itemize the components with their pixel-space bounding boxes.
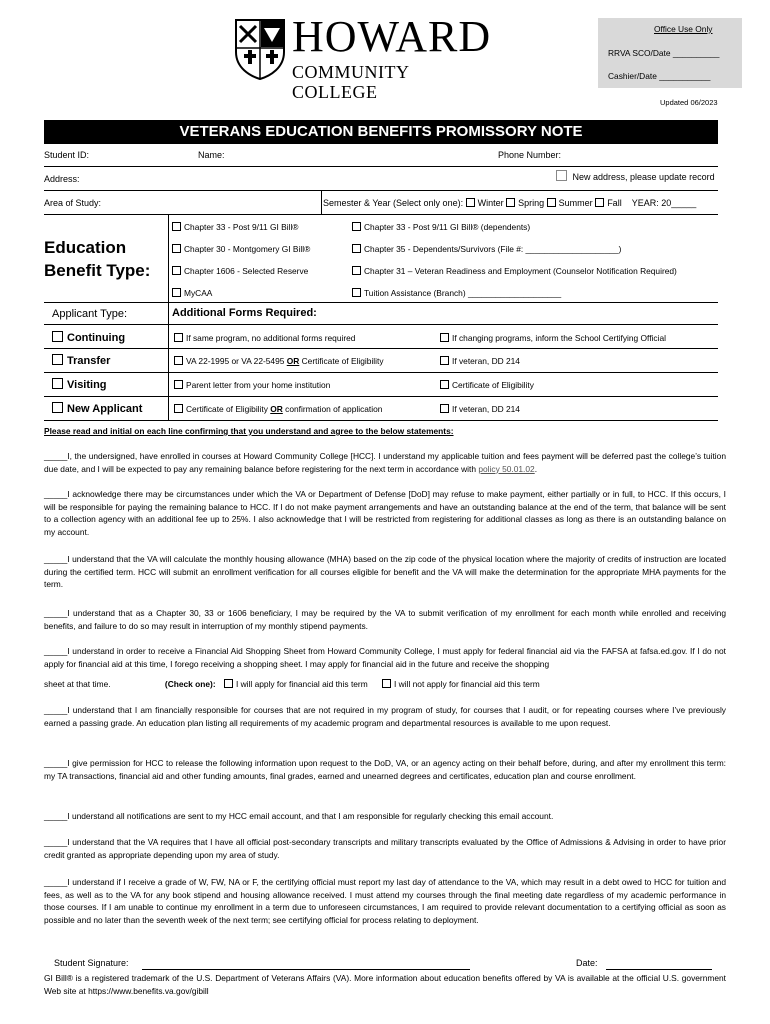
new-a-text: Certificate of Eligibility OR confirmation of application xyxy=(186,404,383,414)
policy-link[interactable]: policy 50.01.02 xyxy=(478,463,535,474)
office-cashier: Cashier/Date ___________ xyxy=(608,71,711,81)
statement-6: _____I understand that I am financially responsible for courses that are not required in my program of study, for courses that I audit, or for repeating courses where I’ve previously earned a passing grade. An education plan listing all requirements of my academic program and departmental resources is available to me upon request. xyxy=(44,705,726,728)
office-use-title: Office Use Only xyxy=(654,24,713,34)
ch30-checkbox[interactable] xyxy=(172,244,181,253)
signature-line[interactable] xyxy=(142,969,470,970)
continuing-checkbox[interactable] xyxy=(52,331,63,342)
ch33-dep-checkbox[interactable] xyxy=(352,222,361,231)
ch35-checkbox[interactable] xyxy=(352,244,361,253)
statement-10: _____I understand if I receive a grade of W, FW, NA or F, the certifying official must report my last day of attendance to the VA, which may result in a debt owed to HCC for tuition and fees, as well as to the VA for any book stipend and housing allowance received. I must attend my courses through the final meeting date regardless of my academic performance in those courses. If I am unable to continue my enrollment in a term due to unforeseen circumstances, I am required to provide relevant documentation to a certifying official as soon as possible and no later than the seventh week of the next term; see certifying official for process relating to deployment. xyxy=(44,877,726,925)
benefit-ch30[interactable]: Chapter 30 - Montgomery GI Bill® xyxy=(172,244,310,255)
applicant-transfer[interactable]: Transfer xyxy=(52,354,110,367)
ch31-checkbox[interactable] xyxy=(352,266,361,275)
ch33-checkbox[interactable] xyxy=(172,222,181,231)
apply-aid-label: I will apply for financial aid this term xyxy=(235,679,368,689)
signature-label: Student Signature: xyxy=(54,958,129,968)
applicant-continuing[interactable]: Continuing xyxy=(52,331,125,344)
year-field: YEAR: 20_____ xyxy=(631,198,697,208)
phone-label: Phone Number: xyxy=(498,150,562,160)
statement-2: _____I acknowledge there may be circumstances under which the VA or Department of Defense [DoD] may refuse to make payment, either partially or in full, to HCC. If this occurs, I will be responsible for paying the remaining balance to HCC. If I do not make payment arrangements and have an outstanding balance at the end of the term, that balance will be sent to a collection agency with an additional fee up to 25%. I also acknowledge that I will be restricted from registering for additional classes as long as there is an outstanding balance on my account. xyxy=(44,489,726,537)
spring-checkbox[interactable] xyxy=(506,198,515,207)
brand-subtitle: COMMUNITY COLLEGE xyxy=(292,62,409,102)
new-a-box xyxy=(174,404,183,413)
visit-a-box xyxy=(174,380,183,389)
benefit-ta[interactable]: Tuition Assistance (Branch) ____________________ xyxy=(352,288,561,299)
cont-b-text: If changing programs, inform the School Certifying Official xyxy=(452,333,666,343)
no-aid-checkbox[interactable] xyxy=(382,679,391,688)
office-rrva: RRVA SCO/Date __________ xyxy=(608,48,720,58)
date-label: Date: xyxy=(576,958,598,968)
cont-a-box xyxy=(174,333,183,342)
applicant-type-heading: Applicant Type: xyxy=(52,308,128,320)
instructions: Please read and initial on each line confirming that you understand and agree to the below statements: xyxy=(44,426,454,436)
statement-5-options: sheet at that time. (Check one): I will apply for financial aid this term I will not apply for financial aid this term xyxy=(44,679,540,689)
semester-year-field: Semester & Year (Select only one): Winter Spring Summer Fall YEAR: 20_____ xyxy=(323,198,697,208)
benefit-mycaa[interactable]: MyCAA xyxy=(172,288,212,299)
new-address-checkbox[interactable] xyxy=(556,170,567,181)
office-use-box xyxy=(598,18,742,88)
summer-checkbox[interactable] xyxy=(547,198,556,207)
winter-checkbox[interactable] xyxy=(466,198,475,207)
updated-date: Updated 06/2023 xyxy=(660,98,718,107)
brand-name: HOWARD xyxy=(292,12,492,61)
semester-label: Semester & Year (Select only one): xyxy=(323,198,464,208)
statement-5: _____I understand in order to receive a Financial Aid Shopping Sheet from Howard Community College, I must apply for federal financial aid via the FAFSA at fafsa.ed.gov. If I do not apply for financial aid at this time, I forego receiving a shopping sheet. I may apply for financial aid in the future and receive the shopping xyxy=(44,646,726,669)
mycaa-checkbox[interactable] xyxy=(172,288,181,297)
new-b-box xyxy=(440,404,449,413)
cont-b-box xyxy=(440,333,449,342)
address-label: Address: xyxy=(44,174,80,184)
name-label: Name: xyxy=(198,150,225,160)
ch1606-checkbox[interactable] xyxy=(172,266,181,275)
visit-b-box xyxy=(440,380,449,389)
footer-note: GI Bill® is a registered trademark of the U.S. Department of Veterans Affairs (VA). More information about education benefits offered by VA is available at the official U.S. government Web site at https://www.benefits.va.gov/gibill xyxy=(44,973,726,996)
benefit-ch33-dependents[interactable]: Chapter 33 - Post 9/11 GI Bill® (dependents) xyxy=(352,222,530,233)
date-line[interactable] xyxy=(606,969,712,970)
new-address-option[interactable]: New address, please update record xyxy=(556,170,715,183)
shield-icon xyxy=(234,18,286,80)
visit-a-text: Parent letter from your home institution xyxy=(186,380,331,390)
transfer-checkbox[interactable] xyxy=(52,354,63,365)
form-title: VETERANS EDUCATION BENEFITS PROMISSORY NOTE xyxy=(44,120,718,144)
statement-1: _____I, the undersigned, have enrolled in courses at Howard Community College [HCC]. I understand my applicable tuition and fees payment will be deferred past the college’s tuition due date, and I will be expected to pay any remaining balance before registering for the next term in accordance with policy 50.01.02. xyxy=(44,451,726,474)
statement-4: _____I understand that as a Chapter 30, 33 or 1606 beneficiary, I may be required by the VA to submit verification of my enrollment for each month while enrolled and receiving benefits, and failure to do so may result in interruption of my monthly stipend payments. xyxy=(44,608,726,631)
cont-a-text: If same program, no additional forms required xyxy=(186,333,356,343)
statement-7: _____I give permission for HCC to release the following information upon request to the DoD, VA, or an agency acting on their behalf before, during, and after my enrollment this term: my TA transactions, financial aid and other funding amounts, final grades, earned and unearned degrees and certificates, education plan and course enrollment. xyxy=(44,758,726,781)
statement-3: _____I understand that the VA will calculate the monthly housing allowance (MHA) based on the zip code of the physical location where the majority of credits of instruction are located during the certified term. HCC will submit an enrollment verification for all courses eligible for benefit and the VA will make the determination for the appropriate MHA payments for the term. xyxy=(44,554,726,589)
applicant-visiting[interactable]: Visiting xyxy=(52,378,107,391)
benefit-heading: Education Benefit Type: xyxy=(44,238,151,280)
benefit-ch33[interactable]: Chapter 33 - Post 9/11 GI Bill® xyxy=(172,222,298,233)
trans-b-box xyxy=(440,356,449,365)
ta-checkbox[interactable] xyxy=(352,288,361,297)
apply-aid-checkbox[interactable] xyxy=(224,679,233,688)
benefit-ch1606[interactable]: Chapter 1606 - Selected Reserve xyxy=(172,266,308,277)
benefit-ch31[interactable]: Chapter 31 – Veteran Readiness and Employment (Counselor Notification Required) xyxy=(352,266,677,277)
statement-9: _____I understand that the VA requires that I have all official post-secondary transcripts and military transcripts evaluated by the Office of Admissions & Advising in order to have prior credit granted as appropriate depending upon my area of study. xyxy=(44,837,726,860)
new-applicant-checkbox[interactable] xyxy=(52,402,63,413)
visit-b-text: Certificate of Eligibility xyxy=(452,380,534,390)
area-of-study-label: Area of Study: xyxy=(44,198,102,208)
college-logo xyxy=(234,12,492,102)
trans-b-text: If veteran, DD 214 xyxy=(452,356,520,366)
additional-forms-heading: Additional Forms Required: xyxy=(172,307,317,319)
new-b-text: If veteran, DD 214 xyxy=(452,404,520,414)
benefit-ch35[interactable]: Chapter 35 - Dependents/Survivors (File #: ____________________) xyxy=(352,244,621,255)
student-id-label: Student ID: xyxy=(44,150,90,160)
applicant-new[interactable]: New Applicant xyxy=(52,402,142,415)
statement-8: _____I understand all notifications are sent to my HCC email account, and that I am responsible for regularly checking this email account. xyxy=(44,811,554,821)
trans-a-box xyxy=(174,356,183,365)
visiting-checkbox[interactable] xyxy=(52,378,63,389)
no-aid-label: I will not apply for financial aid this term xyxy=(394,679,540,689)
trans-a-text: VA 22-1995 or VA 22-5495 OR Certificate of Eligibility xyxy=(186,356,384,366)
fall-checkbox[interactable] xyxy=(595,198,604,207)
